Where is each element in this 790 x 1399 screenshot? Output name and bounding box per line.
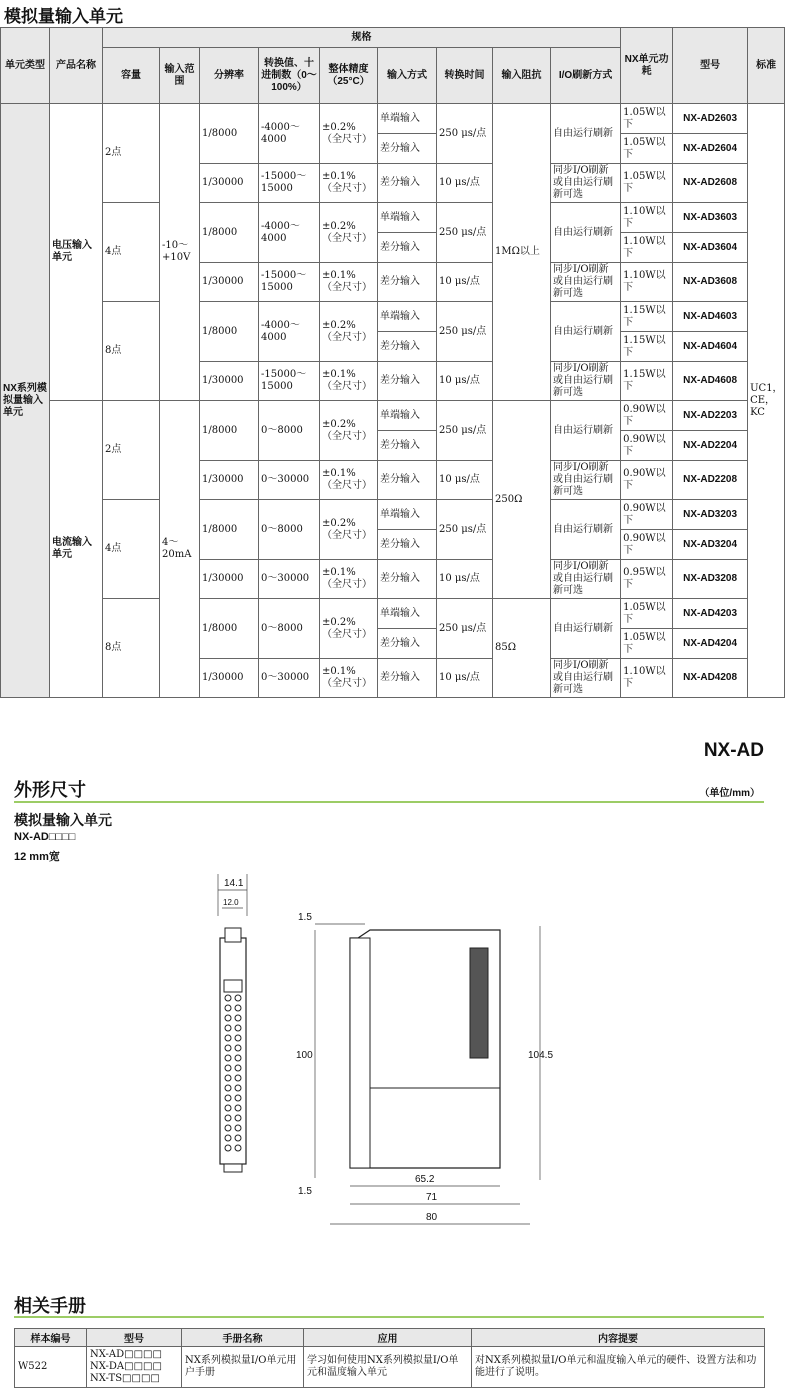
- refresh-cell: 同步I/O刷新或自由运行刷新可选: [551, 461, 621, 500]
- header-resolution: 分辨率: [200, 48, 259, 104]
- header-power: NX单元功耗: [621, 28, 673, 104]
- input-method-cell: 差分输入: [378, 233, 437, 263]
- conv-time-cell: 250 μs/点: [437, 599, 493, 659]
- spec-row: [1, 104, 785, 134]
- section-rule: [14, 801, 764, 803]
- resolution-cell: 1/30000: [200, 362, 259, 401]
- power-cell: 0.90W以下: [621, 500, 673, 530]
- dimension-drawing: [190, 868, 590, 1238]
- impedance-cell: 85Ω: [493, 599, 551, 698]
- man-use: 学习如何使用NX系列模拟量I/O单元和温度输入单元: [304, 1347, 472, 1388]
- page-title: 模拟量输入单元: [4, 7, 123, 26]
- man-name: NX系列模拟量I/O单元用户手册: [182, 1347, 304, 1388]
- conversion-cell: 0～8000: [259, 599, 320, 659]
- resolution-cell: 1/8000: [200, 104, 259, 164]
- input-method-cell: 单端输入: [378, 302, 437, 332]
- terminal-pin: [235, 1085, 241, 1091]
- refresh-cell: 同步I/O刷新或自由运行刷新可选: [551, 659, 621, 698]
- terminal-pin: [235, 1015, 241, 1021]
- input-method-cell: 差分输入: [378, 629, 437, 659]
- manuals-table: [14, 1328, 765, 1388]
- conv-time-cell: 10 μs/点: [437, 164, 493, 203]
- spec-row: [1, 500, 785, 530]
- terminal-pin: [235, 1145, 241, 1151]
- terminal-pin: [225, 1055, 231, 1061]
- terminal-pin: [225, 1135, 231, 1141]
- man-header-name: 手册名称: [182, 1329, 304, 1347]
- accuracy-cell: ±0.1%（全尺寸）: [320, 362, 378, 401]
- dim-1-5-top: 1.5: [298, 912, 312, 923]
- accuracy-cell: ±0.2%（全尺寸）: [320, 401, 378, 461]
- man-summary: 对NX系列模拟量I/O单元和温度输入单元的硬件、设置方法和功能进行了说明。: [472, 1347, 765, 1388]
- accuracy-cell: ±0.2%（全尺寸）: [320, 203, 378, 263]
- header-model: 型号: [673, 28, 748, 104]
- terminal-pin: [235, 995, 241, 1001]
- series-label: NX-AD: [703, 740, 764, 761]
- capacity-cell: 8点: [103, 599, 160, 698]
- terminal-pin: [225, 1005, 231, 1011]
- input-method-cell: 差分输入: [378, 164, 437, 203]
- spec-table: [0, 27, 785, 698]
- input-range-cell: -10～+10V: [160, 104, 200, 401]
- input-method-cell: 差分输入: [378, 362, 437, 401]
- impedance-cell: 1MΩ以上: [493, 104, 551, 401]
- terminal-pin: [225, 1075, 231, 1081]
- input-method-cell: 差分输入: [378, 530, 437, 560]
- spec-row: [1, 401, 785, 431]
- manuals-rule: [14, 1316, 764, 1318]
- conversion-cell: -15000～15000: [259, 263, 320, 302]
- model-cell: NX-AD2203: [673, 401, 748, 431]
- capacity-cell: 2点: [103, 104, 160, 203]
- power-cell: 1.10W以下: [621, 203, 673, 233]
- resolution-cell: 1/30000: [200, 164, 259, 203]
- terminal-pin: [225, 1095, 231, 1101]
- input-method-cell: 单端输入: [378, 203, 437, 233]
- model-cell: NX-AD4208: [673, 659, 748, 698]
- refresh-cell: 同步I/O刷新或自由运行刷新可选: [551, 362, 621, 401]
- dim-model: NX-AD□□□□: [14, 831, 76, 843]
- header-conv-time: 转换时间: [437, 48, 493, 104]
- voltage-unit-cell: 电压输入单元: [50, 104, 103, 401]
- input-method-cell: 差分输入: [378, 659, 437, 698]
- current-unit-cell: 电流输入单元: [50, 401, 103, 698]
- terminal-pin: [225, 1025, 231, 1031]
- terminal-pin: [225, 1125, 231, 1131]
- conversion-cell: 0～8000: [259, 500, 320, 560]
- terminal-pin: [225, 1045, 231, 1051]
- accuracy-cell: ±0.2%（全尺寸）: [320, 500, 378, 560]
- power-cell: 0.90W以下: [621, 401, 673, 431]
- capacity-cell: 4点: [103, 500, 160, 599]
- terminal-pin: [235, 1045, 241, 1051]
- input-method-cell: 单端输入: [378, 104, 437, 134]
- header-standard: 标准: [748, 28, 785, 104]
- refresh-cell: 自由运行刷新: [551, 599, 621, 659]
- terminal-pin: [235, 1125, 241, 1131]
- resolution-cell: 1/30000: [200, 263, 259, 302]
- header-conversion: 转换值、十进制数（0～100%）: [259, 48, 320, 104]
- header-capacity: 容量: [103, 48, 160, 104]
- conversion-cell: -4000～4000: [259, 203, 320, 263]
- conv-time-cell: 250 μs/点: [437, 401, 493, 461]
- power-cell: 1.10W以下: [621, 233, 673, 263]
- man-models: [87, 1347, 182, 1388]
- model-cell: NX-AD2603: [673, 104, 748, 134]
- input-method-cell: 差分输入: [378, 263, 437, 302]
- power-cell: 1.05W以下: [621, 104, 673, 134]
- refresh-cell: 同步I/O刷新或自由运行刷新可选: [551, 263, 621, 302]
- dim-14-1: 14.1: [224, 878, 244, 889]
- refresh-cell: 同步I/O刷新或自由运行刷新可选: [551, 560, 621, 599]
- conv-time-cell: 250 μs/点: [437, 500, 493, 560]
- dim-subtitle: 模拟量输入单元: [14, 812, 112, 828]
- model-cell: NX-AD3604: [673, 233, 748, 263]
- standard-cell: UC1，CE，KC: [748, 104, 785, 698]
- dim-width-note: 12 mm宽: [14, 851, 60, 863]
- resolution-cell: 1/8000: [200, 302, 259, 362]
- power-cell: 1.15W以下: [621, 302, 673, 332]
- terminal-pin: [235, 1135, 241, 1141]
- conversion-cell: 0～8000: [259, 401, 320, 461]
- input-method-cell: 差分输入: [378, 560, 437, 599]
- model-cell: NX-AD2604: [673, 134, 748, 164]
- terminal-pin: [235, 1095, 241, 1101]
- dimensions-title: 外形尺寸: [14, 780, 86, 800]
- accuracy-cell: ±0.1%（全尺寸）: [320, 659, 378, 698]
- refresh-cell: 自由运行刷新: [551, 500, 621, 560]
- conversion-cell: -15000～15000: [259, 164, 320, 203]
- terminal-pin: [235, 1025, 241, 1031]
- model-cell: NX-AD3603: [673, 203, 748, 233]
- model-cell: NX-AD3203: [673, 500, 748, 530]
- dim-1-5-bottom: 1.5: [298, 1186, 312, 1197]
- model-cell: NX-AD3204: [673, 530, 748, 560]
- resolution-cell: 1/30000: [200, 461, 259, 500]
- header-input-range: 输入范围: [160, 48, 200, 104]
- terminal-pin: [235, 1075, 241, 1081]
- dim-80: 80: [426, 1212, 438, 1223]
- dim-100: 100: [296, 1050, 313, 1061]
- man-header-use: 应用: [304, 1329, 472, 1347]
- terminal-pin: [225, 1085, 231, 1091]
- model-cell: NX-AD4608: [673, 362, 748, 401]
- model-cell: NX-AD2208: [673, 461, 748, 500]
- input-method-cell: 单端输入: [378, 401, 437, 431]
- power-cell: 1.15W以下: [621, 362, 673, 401]
- conversion-cell: 0～30000: [259, 461, 320, 500]
- resolution-cell: 1/8000: [200, 599, 259, 659]
- conv-time-cell: 250 μs/点: [437, 104, 493, 164]
- model-cell: NX-AD2204: [673, 431, 748, 461]
- dim-71: 71: [426, 1192, 438, 1203]
- accuracy-cell: ±0.2%（全尺寸）: [320, 104, 378, 164]
- man-model-2: NX-DA□□□□: [90, 1361, 162, 1372]
- header-refresh: I/O刷新方式: [551, 48, 621, 104]
- conv-time-cell: 250 μs/点: [437, 302, 493, 362]
- refresh-cell: 自由运行刷新: [551, 104, 621, 164]
- accuracy-cell: ±0.1%（全尺寸）: [320, 461, 378, 500]
- spec-row: [1, 203, 785, 233]
- man-header-model: 型号: [87, 1329, 182, 1347]
- refresh-cell: 自由运行刷新: [551, 203, 621, 263]
- unit-type-cell: NX系列模拟量输入单元: [1, 104, 50, 698]
- terminal-pin: [235, 1035, 241, 1041]
- refresh-cell: 自由运行刷新: [551, 302, 621, 362]
- power-cell: 0.90W以下: [621, 431, 673, 461]
- conv-time-cell: 10 μs/点: [437, 461, 493, 500]
- input-method-cell: 差分输入: [378, 431, 437, 461]
- conv-time-cell: 10 μs/点: [437, 560, 493, 599]
- accuracy-cell: ±0.2%（全尺寸）: [320, 599, 378, 659]
- terminal-pin: [235, 1115, 241, 1121]
- accuracy-cell: ±0.2%（全尺寸）: [320, 302, 378, 362]
- model-cell: NX-AD3608: [673, 263, 748, 302]
- power-cell: 1.10W以下: [621, 263, 673, 302]
- power-cell: 1.10W以下: [621, 659, 673, 698]
- model-cell: NX-AD4603: [673, 302, 748, 332]
- terminal-pin: [235, 1065, 241, 1071]
- spec-row: [1, 599, 785, 629]
- header-spec: 规格: [103, 28, 621, 48]
- conv-time-cell: 250 μs/点: [437, 203, 493, 263]
- input-method-cell: 差分输入: [378, 134, 437, 164]
- dim-12-0: 12.0: [223, 898, 239, 907]
- capacity-cell: 4点: [103, 203, 160, 302]
- terminal-pin: [225, 1145, 231, 1151]
- input-method-cell: 单端输入: [378, 599, 437, 629]
- resolution-cell: 1/30000: [200, 659, 259, 698]
- manuals-title: 相关手册: [14, 1296, 86, 1316]
- header-unit-type: 单元类型: [1, 28, 50, 104]
- header-impedance: 输入阻抗: [493, 48, 551, 104]
- refresh-cell: 同步I/O刷新或自由运行刷新可选: [551, 164, 621, 203]
- conversion-cell: -4000～4000: [259, 302, 320, 362]
- input-method-cell: 差分输入: [378, 461, 437, 500]
- terminal-pin: [235, 1055, 241, 1061]
- capacity-cell: 8点: [103, 302, 160, 401]
- man-header-summary: 内容提要: [472, 1329, 765, 1347]
- resolution-cell: 1/8000: [200, 500, 259, 560]
- power-cell: 0.90W以下: [621, 461, 673, 500]
- impedance-cell: 250Ω: [493, 401, 551, 599]
- input-method-cell: 单端输入: [378, 500, 437, 530]
- man-model-1: NX-AD□□□□: [90, 1349, 162, 1360]
- model-cell: NX-AD4604: [673, 332, 748, 362]
- resolution-cell: 1/30000: [200, 560, 259, 599]
- input-range-cell: 4～20mA: [160, 401, 200, 698]
- conv-time-cell: 10 μs/点: [437, 362, 493, 401]
- conversion-cell: -4000～4000: [259, 104, 320, 164]
- accuracy-cell: ±0.1%（全尺寸）: [320, 263, 378, 302]
- man-header-no: 样本编号: [15, 1329, 87, 1347]
- terminal-pin: [225, 1015, 231, 1021]
- conv-time-cell: 10 μs/点: [437, 659, 493, 698]
- man-model-3: NX-TS□□□□: [90, 1373, 160, 1384]
- unit-label: （单位/mm）: [699, 788, 760, 799]
- dim-65-2: 65.2: [415, 1174, 435, 1185]
- power-cell: 1.05W以下: [621, 629, 673, 659]
- refresh-cell: 自由运行刷新: [551, 401, 621, 461]
- terminal-pin: [235, 1105, 241, 1111]
- conversion-cell: 0～30000: [259, 560, 320, 599]
- spec-row: [1, 302, 785, 332]
- conv-time-cell: 10 μs/点: [437, 263, 493, 302]
- resolution-cell: 1/8000: [200, 401, 259, 461]
- input-method-cell: 差分输入: [378, 332, 437, 362]
- terminal-pin: [225, 995, 231, 1001]
- terminal-pin: [225, 1035, 231, 1041]
- conversion-cell: -15000～15000: [259, 362, 320, 401]
- spec-body: [1, 104, 785, 698]
- conversion-cell: 0～30000: [259, 659, 320, 698]
- terminal-pin: [225, 1065, 231, 1071]
- terminal-pin: [235, 1005, 241, 1011]
- power-cell: 1.05W以下: [621, 134, 673, 164]
- header-product-name: 产品名称: [50, 28, 103, 104]
- header-accuracy: 整体精度（25°C）: [320, 48, 378, 104]
- power-cell: 1.05W以下: [621, 599, 673, 629]
- power-cell: 0.95W以下: [621, 560, 673, 599]
- accuracy-cell: ±0.1%（全尺寸）: [320, 164, 378, 203]
- model-cell: NX-AD2608: [673, 164, 748, 203]
- model-cell: NX-AD4203: [673, 599, 748, 629]
- header-input-method: 输入方式: [378, 48, 437, 104]
- terminal-pin: [225, 1105, 231, 1111]
- power-cell: 1.15W以下: [621, 332, 673, 362]
- accuracy-cell: ±0.1%（全尺寸）: [320, 560, 378, 599]
- model-cell: NX-AD4204: [673, 629, 748, 659]
- model-cell: NX-AD3208: [673, 560, 748, 599]
- dim-104-5: 104.5: [528, 1050, 554, 1061]
- terminal-pin: [225, 1115, 231, 1121]
- power-cell: 0.90W以下: [621, 530, 673, 560]
- resolution-cell: 1/8000: [200, 203, 259, 263]
- capacity-cell: 2点: [103, 401, 160, 500]
- man-no: W522: [15, 1347, 87, 1388]
- power-cell: 1.05W以下: [621, 164, 673, 203]
